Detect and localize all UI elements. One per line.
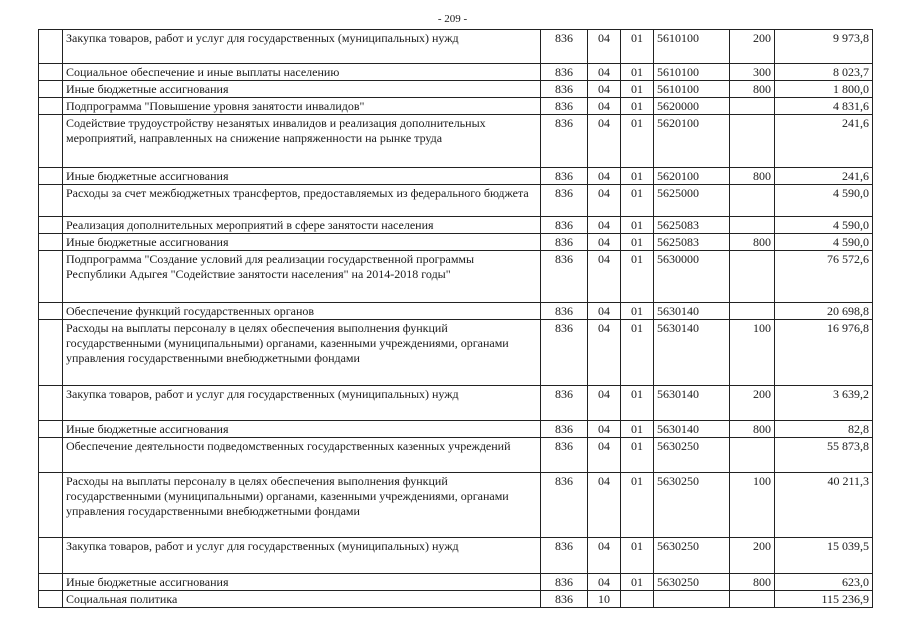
row-stub-cell (39, 473, 63, 538)
expense-type-cell: 200 (730, 30, 775, 64)
description-cell: Закупка товаров, работ и услуг для государственных (муниципальных) нужд (63, 386, 541, 421)
ministry-code-cell: 836 (541, 421, 588, 438)
description-cell: Расходы на выплаты персоналу в целях обеспечения выполнения функций государственными (муниципальными) органами, казенными учреждениями, органами управления государственными внебюджетными фондами (63, 473, 541, 538)
target-article-cell: 5625083 (654, 217, 730, 234)
budget-table (38, 29, 873, 608)
amount-cell: 623,0 (775, 574, 873, 591)
target-article-cell: 5610100 (654, 81, 730, 98)
subsection-code-cell: 01 (621, 303, 654, 320)
description-cell: Реализация дополнительных мероприятий в сфере занятости населения (63, 217, 541, 234)
subsection-code-cell: 01 (621, 438, 654, 473)
description-cell: Иные бюджетные ассигнования (63, 81, 541, 98)
amount-cell: 9 973,8 (775, 30, 873, 64)
expense-type-cell (730, 98, 775, 115)
table-row (39, 115, 873, 168)
target-article-cell: 5625000 (654, 185, 730, 217)
subsection-code-cell: 01 (621, 251, 654, 303)
section-code-cell: 04 (588, 438, 621, 473)
target-article-cell: 5630140 (654, 320, 730, 386)
table-row (39, 438, 873, 473)
subsection-code-cell: 01 (621, 217, 654, 234)
expense-type-cell (730, 217, 775, 234)
section-code-cell: 04 (588, 386, 621, 421)
section-code-cell: 04 (588, 421, 621, 438)
table-row (39, 185, 873, 217)
target-article-cell: 5620000 (654, 98, 730, 115)
ministry-code-cell: 836 (541, 538, 588, 574)
target-article-cell: 5630140 (654, 386, 730, 421)
subsection-code-cell: 01 (621, 538, 654, 574)
expense-type-cell (730, 303, 775, 320)
subsection-code-cell: 01 (621, 115, 654, 168)
table-row (39, 234, 873, 251)
subsection-code-cell: 01 (621, 30, 654, 64)
section-code-cell: 04 (588, 185, 621, 217)
amount-cell: 4 590,0 (775, 217, 873, 234)
amount-cell: 76 572,6 (775, 251, 873, 303)
target-article-cell: 5630250 (654, 574, 730, 591)
amount-cell: 82,8 (775, 421, 873, 438)
row-stub-cell (39, 538, 63, 574)
subsection-code-cell: 01 (621, 81, 654, 98)
amount-cell: 3 639,2 (775, 386, 873, 421)
ministry-code-cell: 836 (541, 591, 588, 608)
ministry-code-cell: 836 (541, 438, 588, 473)
section-code-cell: 04 (588, 217, 621, 234)
subsection-code-cell: 01 (621, 386, 654, 421)
section-code-cell: 04 (588, 168, 621, 185)
description-cell: Обеспечение функций государственных органов (63, 303, 541, 320)
amount-cell: 241,6 (775, 115, 873, 168)
expense-type-cell: 800 (730, 574, 775, 591)
row-stub-cell (39, 217, 63, 234)
amount-cell: 16 976,8 (775, 320, 873, 386)
section-code-cell: 04 (588, 115, 621, 168)
row-stub-cell (39, 251, 63, 303)
description-cell: Социальная политика (63, 591, 541, 608)
ministry-code-cell: 836 (541, 574, 588, 591)
section-code-cell: 04 (588, 538, 621, 574)
table-row (39, 251, 873, 303)
description-cell: Иные бюджетные ассигнования (63, 168, 541, 185)
section-code-cell: 04 (588, 64, 621, 81)
section-code-cell: 04 (588, 234, 621, 251)
ministry-code-cell: 836 (541, 64, 588, 81)
expense-type-cell: 800 (730, 168, 775, 185)
table-row (39, 386, 873, 421)
target-article-cell: 5630000 (654, 251, 730, 303)
target-article-cell: 5620100 (654, 115, 730, 168)
amount-cell: 115 236,9 (775, 591, 873, 608)
target-article-cell: 5630250 (654, 473, 730, 538)
table-row (39, 217, 873, 234)
subsection-code-cell: 01 (621, 320, 654, 386)
expense-type-cell: 800 (730, 421, 775, 438)
ministry-code-cell: 836 (541, 81, 588, 98)
ministry-code-cell: 836 (541, 303, 588, 320)
amount-cell: 55 873,8 (775, 438, 873, 473)
table-row (39, 81, 873, 98)
target-article-cell: 5610100 (654, 30, 730, 64)
expense-type-cell (730, 251, 775, 303)
row-stub-cell (39, 81, 63, 98)
amount-cell: 20 698,8 (775, 303, 873, 320)
description-cell: Иные бюджетные ассигнования (63, 234, 541, 251)
description-cell: Иные бюджетные ассигнования (63, 574, 541, 591)
ministry-code-cell: 836 (541, 115, 588, 168)
description-cell: Закупка товаров, работ и услуг для государственных (муниципальных) нужд (63, 538, 541, 574)
description-cell: Иные бюджетные ассигнования (63, 421, 541, 438)
ministry-code-cell: 836 (541, 320, 588, 386)
ministry-code-cell: 836 (541, 386, 588, 421)
section-code-cell: 04 (588, 320, 621, 386)
description-cell: Социальное обеспечение и иные выплаты населению (63, 64, 541, 81)
row-stub-cell (39, 115, 63, 168)
target-article-cell: 5630140 (654, 421, 730, 438)
table-row (39, 303, 873, 320)
target-article-cell (654, 591, 730, 608)
subsection-code-cell: 01 (621, 185, 654, 217)
subsection-code-cell: 01 (621, 98, 654, 115)
ministry-code-cell: 836 (541, 168, 588, 185)
row-stub-cell (39, 574, 63, 591)
section-code-cell: 04 (588, 473, 621, 538)
row-stub-cell (39, 421, 63, 438)
row-stub-cell (39, 386, 63, 421)
ministry-code-cell: 836 (541, 251, 588, 303)
ministry-code-cell: 836 (541, 473, 588, 538)
subsection-code-cell: 01 (621, 234, 654, 251)
target-article-cell: 5620100 (654, 168, 730, 185)
section-code-cell: 04 (588, 98, 621, 115)
description-cell: Расходы на выплаты персоналу в целях обеспечения выполнения функций государственными (муниципальными) органами, казенными учреждениями, органами управления государственными внебюджетными фондами (63, 320, 541, 386)
target-article-cell: 5630140 (654, 303, 730, 320)
amount-cell: 241,6 (775, 168, 873, 185)
table-row (39, 320, 873, 386)
description-cell: Содействие трудоустройству незанятых инвалидов и реализация дополнительных мероприятий, направленных на снижение напряженности на рынке труда (63, 115, 541, 168)
expense-type-cell: 800 (730, 81, 775, 98)
subsection-code-cell (621, 591, 654, 608)
table-row (39, 538, 873, 574)
amount-cell: 4 590,0 (775, 234, 873, 251)
row-stub-cell (39, 185, 63, 217)
amount-cell: 8 023,7 (775, 64, 873, 81)
description-cell: Подпрограмма "Создание условий для реализации государственной программы Республики Адыгея "Содействие занятости населения" на 2014-2018 годы" (63, 251, 541, 303)
row-stub-cell (39, 64, 63, 81)
expense-type-cell: 100 (730, 320, 775, 386)
subsection-code-cell: 01 (621, 473, 654, 538)
expense-type-cell: 100 (730, 473, 775, 538)
table-row (39, 591, 873, 608)
description-cell: Обеспечение деятельности подведомственных государственных казенных учреждений (63, 438, 541, 473)
expense-type-cell (730, 438, 775, 473)
table-row (39, 64, 873, 81)
section-code-cell: 10 (588, 591, 621, 608)
table-row (39, 473, 873, 538)
ministry-code-cell: 836 (541, 30, 588, 64)
description-cell: Расходы за счет межбюджетных трансфертов, предоставляемых из федерального бюджета (63, 185, 541, 217)
target-article-cell: 5610100 (654, 64, 730, 81)
table-row (39, 30, 873, 64)
page-number: - 209 - (437, 13, 468, 25)
ministry-code-cell: 836 (541, 234, 588, 251)
row-stub-cell (39, 320, 63, 386)
amount-cell: 40 211,3 (775, 473, 873, 538)
subsection-code-cell: 01 (621, 168, 654, 185)
expense-type-cell (730, 591, 775, 608)
row-stub-cell (39, 168, 63, 185)
section-code-cell: 04 (588, 81, 621, 98)
row-stub-cell (39, 591, 63, 608)
target-article-cell: 5630250 (654, 438, 730, 473)
description-cell: Закупка товаров, работ и услуг для государственных (муниципальных) нужд (63, 30, 541, 64)
expense-type-cell: 800 (730, 234, 775, 251)
amount-cell: 4 590,0 (775, 185, 873, 217)
budget-table-body (39, 30, 873, 608)
description-cell: Подпрограмма "Повышение уровня занятости инвалидов" (63, 98, 541, 115)
section-code-cell: 04 (588, 574, 621, 591)
section-code-cell: 04 (588, 251, 621, 303)
ministry-code-cell: 836 (541, 98, 588, 115)
subsection-code-cell: 01 (621, 421, 654, 438)
expense-type-cell: 200 (730, 538, 775, 574)
row-stub-cell (39, 234, 63, 251)
ministry-code-cell: 836 (541, 217, 588, 234)
row-stub-cell (39, 438, 63, 473)
table-row (39, 98, 873, 115)
row-stub-cell (39, 303, 63, 320)
expense-type-cell (730, 115, 775, 168)
ministry-code-cell: 836 (541, 185, 588, 217)
expense-type-cell (730, 185, 775, 217)
amount-cell: 1 800,0 (775, 81, 873, 98)
section-code-cell: 04 (588, 30, 621, 64)
subsection-code-cell: 01 (621, 64, 654, 81)
amount-cell: 4 831,6 (775, 98, 873, 115)
expense-type-cell: 200 (730, 386, 775, 421)
row-stub-cell (39, 30, 63, 64)
table-row (39, 574, 873, 591)
subsection-code-cell: 01 (621, 574, 654, 591)
table-row (39, 168, 873, 185)
target-article-cell: 5625083 (654, 234, 730, 251)
target-article-cell: 5630250 (654, 538, 730, 574)
table-row (39, 421, 873, 438)
section-code-cell: 04 (588, 303, 621, 320)
row-stub-cell (39, 98, 63, 115)
amount-cell: 15 039,5 (775, 538, 873, 574)
expense-type-cell: 300 (730, 64, 775, 81)
